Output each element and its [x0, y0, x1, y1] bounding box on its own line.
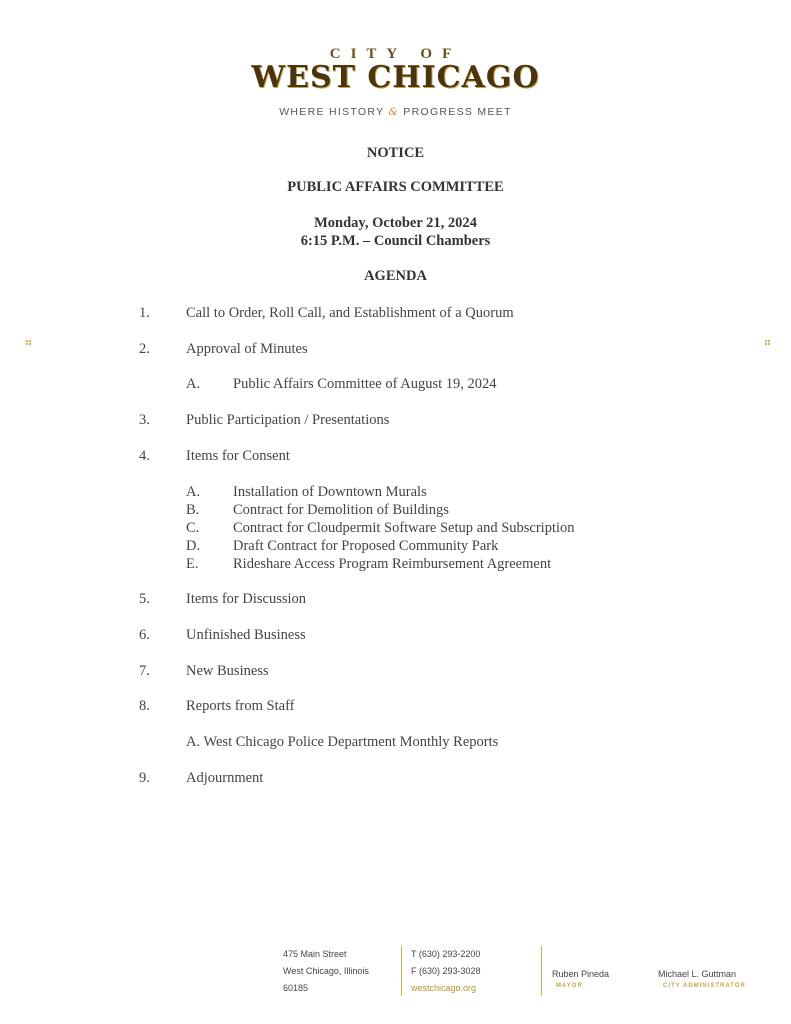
tagline-ampersand: & [388, 106, 400, 118]
agenda-item-text: Unfinished Business [186, 627, 306, 643]
subitem-letter: A. [186, 484, 201, 500]
tagline-left: WHERE HISTORY [279, 106, 385, 118]
agenda-item-text: Items for Consent [186, 448, 290, 464]
subitem-text: Contract for Cloudpermit Software Setup and Subscription [233, 520, 575, 536]
footer-address [283, 946, 369, 997]
agenda-item-number: 9. [139, 770, 150, 786]
subitem-letter: B. [186, 502, 200, 518]
address-city: West Chicago, Illinois [283, 966, 369, 976]
margin-mark-left [26, 340, 32, 346]
fax-number: F (630) 293-3028 [411, 966, 481, 976]
subitem-letter: A. [186, 376, 201, 392]
meeting-time-place: 6:15 P.M. – Council Chambers [300, 233, 491, 249]
agenda-item-number: 6. [139, 627, 150, 643]
subitem-text: A. West Chicago Police Department Monthly Reports [186, 734, 499, 750]
agenda-item-number: 4. [139, 448, 150, 464]
administrator-name: Michael L. Guttman [658, 969, 737, 979]
agenda-item-number: 1. [139, 305, 150, 321]
agenda-item-number: 2. [139, 341, 150, 357]
agenda-item-text: Items for Discussion [186, 591, 307, 607]
agenda-item-number: 3. [139, 412, 150, 428]
agenda-item-text: Approval of Minutes [186, 341, 308, 357]
subitem-text: Contract for Demolition of Buildings [233, 502, 449, 518]
subitem-text: Installation of Downtown Murals [233, 484, 427, 500]
agenda-item-number: 5. [139, 591, 150, 607]
subitem-letter: C. [186, 520, 200, 536]
website-link[interactable]: westchicago.org [411, 983, 477, 993]
agenda-item-text: Reports from Staff [186, 698, 295, 714]
tagline-right: PROGRESS MEET [403, 106, 512, 118]
subitem-text: Public Affairs Committee of August 19, 2024 [233, 376, 497, 392]
agenda-item-number: 8. [139, 698, 150, 714]
address-zip: 60185 [283, 983, 309, 993]
agenda-item-text: New Business [186, 663, 269, 679]
address-street: 475 Main Street [283, 949, 347, 959]
logo-west-chicago: WEST CHICAGO [251, 60, 540, 95]
tagline [0, 106, 791, 118]
agenda-item-text: Public Participation / Presentations [186, 412, 390, 428]
margin-mark-right [765, 340, 771, 346]
subitem-text: Rideshare Access Program Reimbursement Agreement [233, 556, 552, 572]
subitem-letter: E. [186, 556, 199, 572]
footer-contact [411, 946, 481, 997]
footer-divider [401, 946, 402, 996]
subitem-letter: D. [186, 538, 201, 554]
mayor-name: Ruben Pineda [552, 969, 610, 979]
notice-heading: NOTICE [366, 145, 425, 161]
agenda-heading: AGENDA [364, 268, 427, 284]
meeting-date: Monday, October 21, 2024 [314, 215, 477, 231]
agenda-item-text: Adjournment [186, 770, 264, 786]
committee-heading: PUBLIC AFFAIRS COMMITTEE [287, 179, 504, 195]
agenda-item-number: 7. [139, 663, 150, 679]
administrator-title: CITY ADMINISTRATOR [663, 983, 746, 989]
mayor-title: MAYOR [556, 983, 583, 989]
phone-number: T (630) 293-2200 [411, 949, 481, 959]
logo-city-of: CITY OF [329, 46, 462, 62]
agenda-item-text: Call to Order, Roll Call, and Establishment of a Quorum [186, 305, 514, 321]
footer-divider [541, 946, 542, 996]
subitem-text: Draft Contract for Proposed Community Park [233, 538, 499, 554]
